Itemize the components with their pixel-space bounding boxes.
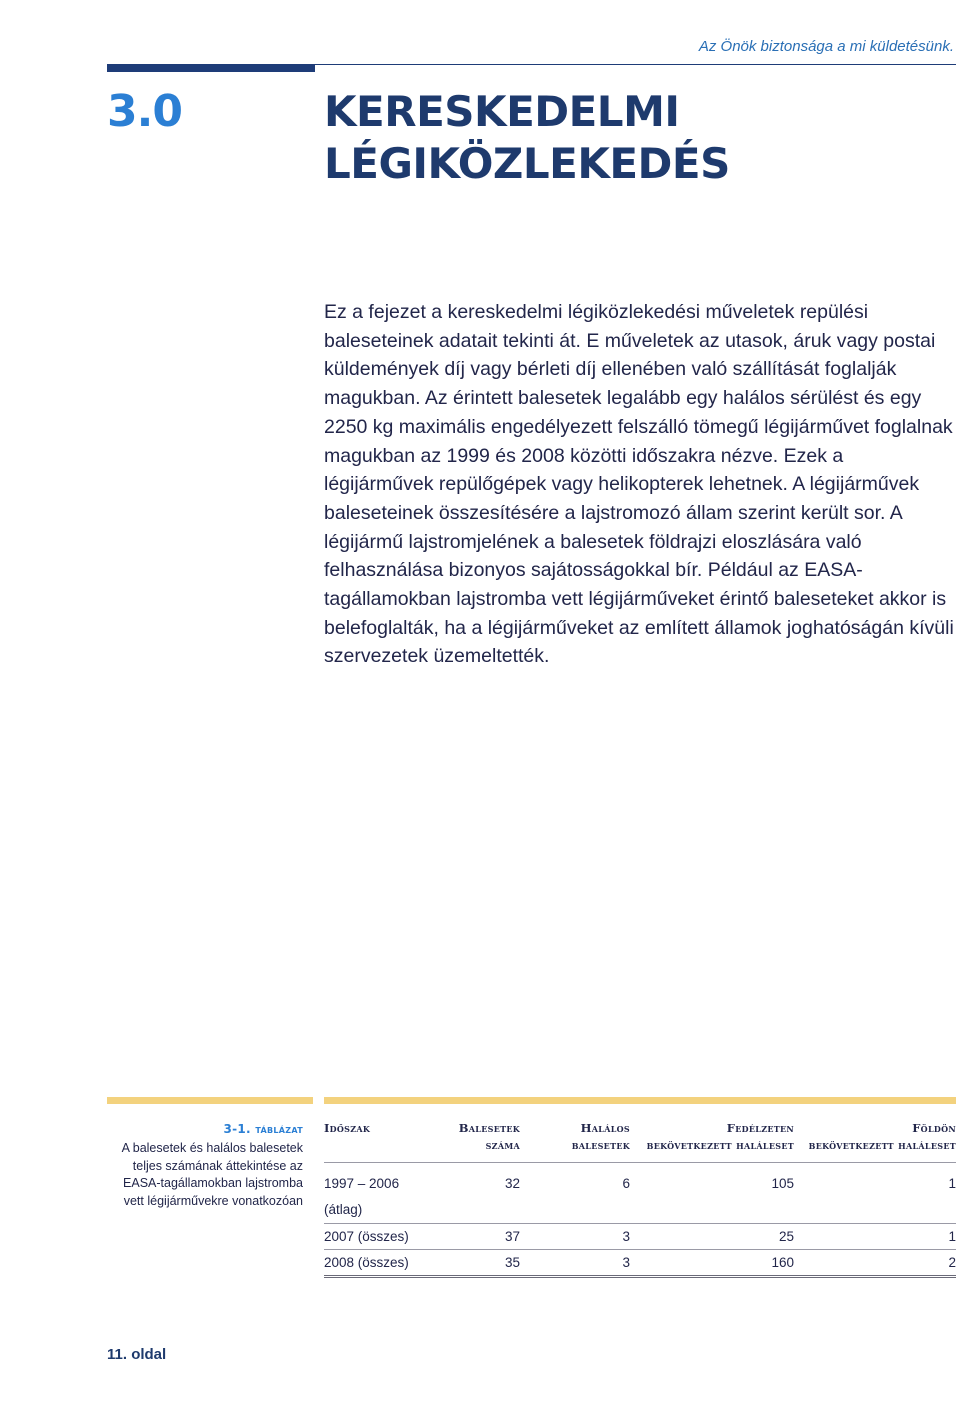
table-rule-right bbox=[324, 1097, 956, 1104]
chapter-number: 3.0 bbox=[107, 86, 182, 137]
chapter-title bbox=[324, 86, 924, 190]
table-row bbox=[324, 1250, 956, 1277]
table-caption-text: A balesetek és halálos balesetek teljes számának áttekintése az EASA-tagállamokban lajstromba vett légijárművekre vonatkozóan bbox=[121, 1141, 303, 1208]
header-rule-thin bbox=[315, 64, 956, 65]
cell-onboard: 25 bbox=[630, 1224, 794, 1250]
table-caption bbox=[107, 1122, 303, 1210]
header-period: Időszak bbox=[324, 1120, 434, 1163]
header-rule-thick bbox=[107, 64, 315, 72]
intro-paragraph: Ez a fejezet a kereskedelmi légiközlekedési műveletek repülési baleseteinek adatait tekinti át. E műveletek az utasok, áruk vagy postai küldemények díj vagy bérleti díj ellenében való szállítását foglalják magukban. Az érintett balesetek legalább egy halálos sérülést és egy 2250 kg maximális engedélyezett felszálló tömegű légijárművet foglalnak magukban az 1999 és 2008 közötti időszakra nézve. Ezek a légijárművek repülőgépek vagy helikopterek lehetnek. A légijárművek baleseteinek összesítésére a lajstromozó állam szerint került sor. A légijármű lajstromjelének a balesetek földrajzi eloszlására való felhasználása bizonyos sajátosságokkal bír. Például az EASA-tagállamokban lajstromba vett légijárműveket érintő baleseteket akkor is belefoglalták, ha a légijárműveket az említett államok joghatóságán kívüli szervezetek üzemeltették. bbox=[324, 301, 954, 668]
cell-accidents: 37 bbox=[434, 1224, 520, 1250]
cell-ground: 1 bbox=[794, 1224, 956, 1250]
header-tagline: Az Önök biztonsága a mi küldetésünk. bbox=[698, 38, 954, 55]
cell-ground: 2 bbox=[794, 1250, 956, 1277]
table-row bbox=[324, 1163, 956, 1224]
cell-accidents: 35 bbox=[434, 1250, 520, 1277]
cell-accidents: 32 bbox=[434, 1163, 520, 1224]
cell-ground: 1 bbox=[794, 1163, 956, 1224]
header-onboard: Fedélzeten bekövetkezett haláleset bbox=[630, 1120, 794, 1163]
cell-fatal: 3 bbox=[520, 1250, 630, 1277]
header-fatal: Halálos balesetek bbox=[520, 1120, 630, 1163]
cell-period: 2008 (összes) bbox=[324, 1250, 434, 1277]
table-row bbox=[324, 1224, 956, 1250]
intro-text bbox=[324, 298, 954, 671]
chapter-title-line1: KERESKEDELMI bbox=[324, 87, 680, 136]
table-rule-left bbox=[107, 1097, 313, 1104]
table-header-row bbox=[324, 1120, 956, 1163]
header-accidents: Balesetek száma bbox=[434, 1120, 520, 1163]
cell-fatal: 6 bbox=[520, 1163, 630, 1224]
cell-period: 2007 (összes) bbox=[324, 1224, 434, 1250]
cell-period: 1997 – 2006 (átlag) bbox=[324, 1163, 434, 1224]
cell-onboard: 160 bbox=[630, 1250, 794, 1277]
cell-fatal: 3 bbox=[520, 1224, 630, 1250]
accident-table bbox=[324, 1120, 956, 1278]
header-ground: Földön bekövetkezett haláleset bbox=[794, 1120, 956, 1163]
page-number: 11. oldal bbox=[107, 1346, 167, 1363]
table-caption-label: 3-1. táblázat bbox=[223, 1122, 303, 1136]
chapter-title-line2: LÉGIKÖZLEKEDÉS bbox=[324, 139, 730, 188]
cell-onboard: 105 bbox=[630, 1163, 794, 1224]
